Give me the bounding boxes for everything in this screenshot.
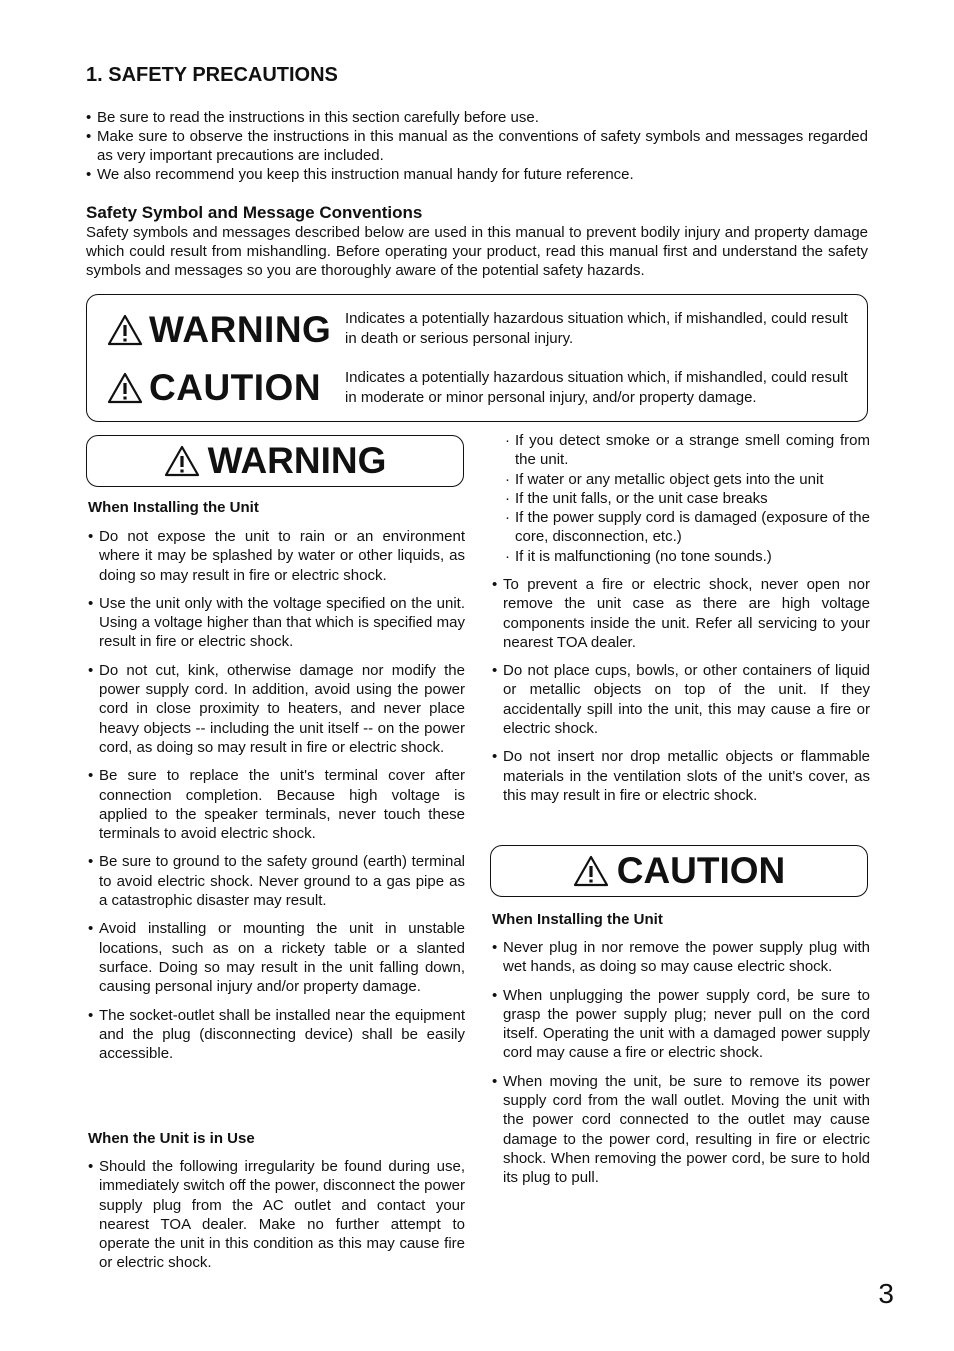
legend-caution-label: CAUTION (149, 367, 322, 408)
caution-triangle-icon (573, 855, 609, 887)
list-item: • Make sure to observe the instructions in this manual as the conventions of safety symbols and messages regarded as very important precautions are included. (86, 127, 868, 165)
list-item: • Do not expose the unit to rain or an environment where it may be splashed by water or other liquids, as doing so may result in fire or electric shock. (88, 527, 465, 585)
list-item: • When moving the unit, be sure to remove its power supply cord from the wall outlet. Moving the unit with the power cord connected to the outlet may cause damage to the power cord, resulting in fire or electric shock. When removing the power cord, be sure to hold its plug to pull. (492, 1072, 870, 1188)
conventions-heading: Safety Symbol and Message Conventions (86, 203, 423, 222)
irregularity-list (504, 431, 870, 566)
warning-installing-heading: When Installing the Unit (88, 499, 259, 516)
list-item: • Do not insert nor drop metallic objects or flammable materials in the ventilation slots of the unit's cover, as this may result in fire or electric shock. (492, 747, 870, 805)
list-item: · If the unit falls, or the unit case breaks (504, 489, 870, 508)
warning-banner (86, 435, 464, 487)
list-item: • We also recommend you keep this instruction manual handy for future reference. (86, 165, 868, 184)
warning-triangle-icon (107, 314, 143, 346)
safety-legend-box (86, 294, 868, 422)
list-item: • When unplugging the power supply cord, be sure to grasp the power supply plug; never pull on the cord itself. Operating the unit with a damaged power supply cord may cause a fire or electric shock. (492, 986, 870, 1063)
warning-banner-label: WARNING (207, 440, 387, 481)
conventions-body: Safety symbols and messages described below are used in this manual to prevent bodily injury and property damage which could result from mishandling. Before operating your product, read this manual first and understand the safety symbols and messages so you are thoroughly aware of the potential safety hazards. (86, 224, 868, 279)
list-item: · If it is malfunctioning (no tone sounds.) (504, 547, 870, 566)
warning-installing-list (88, 527, 465, 1072)
caution-banner-label: CAUTION (616, 850, 786, 891)
list-item: • Never plug in nor remove the power supply plug with wet hands, as doing so may cause electric shock. (492, 938, 870, 977)
legend-caution-desc: Indicates a potentially hazardous situation which, if mishandled, could result in moderate or minor personal injury, and/or property damage. (345, 369, 848, 406)
list-item: • Should the following irregularity be found during use, immediately switch off the power, disconnect the power supply plug from the AC outlet and contact your nearest TOA dealer. Make no further attempt to operate the unit in this condition as this may cause fire or electric shock. (88, 1157, 465, 1273)
legend-caution-title (107, 367, 321, 409)
list-item: • Avoid installing or mounting the unit in unstable locations, such as on a rickety table or a slanted surface. Doing so may result in the unit falling down, causing personal injury and/or property damage. (88, 919, 465, 996)
list-item: • Do not place cups, bowls, or other containers of liquid or metallic objects on top of the unit. If they accidentally spill into the unit, this may cause a fire or electric shock. (492, 661, 870, 738)
caution-installing-heading: When Installing the Unit (492, 911, 663, 928)
caution-list (492, 938, 870, 1197)
list-item: • To prevent a fire or electric shock, never open nor remove the unit case as there are high voltage components inside the unit. Refer all servicing to your nearest TOA dealer. (492, 575, 870, 652)
caution-banner (490, 845, 868, 897)
warning-more-list (492, 575, 870, 814)
list-item: · If the power supply cord is damaged (exposure of the core, disconnection, etc.) (504, 508, 870, 547)
caution-triangle-icon (107, 372, 143, 404)
warning-triangle-icon (164, 445, 200, 477)
list-item: • Use the unit only with the voltage specified on the unit. Using a voltage higher than that which is specified may result in fire or electric shock. (88, 594, 465, 652)
legend-warning-desc: Indicates a potentially hazardous situation which, if mishandled, could result in death or serious personal injury. (345, 310, 848, 347)
list-item: • Be sure to replace the unit's terminal cover after connection completion. Because high voltage is applied to the speaker terminals, never touch these terminals to avoid electric shock. (88, 766, 465, 843)
page-title: 1. SAFETY PRECAUTIONS (86, 64, 338, 86)
legend-warning-label: WARNING (149, 309, 332, 350)
list-item: · If you detect smoke or a strange smell coming from the unit. (504, 431, 870, 470)
list-item: · If water or any metallic object gets into the unit (504, 470, 870, 489)
legend-warning-title (107, 309, 331, 351)
list-item: • Be sure to ground to the safety ground (earth) terminal to avoid electric shock. Never ground to a gas pipe as a catastrophic disaster may result. (88, 852, 465, 910)
list-item: • The socket-outlet shall be installed near the equipment and the plug (disconnecting device) shall be easily accessible. (88, 1006, 465, 1064)
list-item: • Do not cut, kink, otherwise damage nor modify the power supply cord. In addition, avoid using the power cord in close proximity to heaters, and never place heavy objects -- including the unit itself -- on the power cord, as doing so may result in fire or electric shock. (88, 661, 465, 757)
warning-inuse-heading: When the Unit is in Use (88, 1130, 255, 1147)
list-item: • Be sure to read the instructions in this section carefully before use. (86, 108, 868, 127)
page-number: 3 (878, 1278, 894, 1309)
warning-inuse-list (88, 1157, 465, 1282)
intro-list (86, 108, 868, 184)
